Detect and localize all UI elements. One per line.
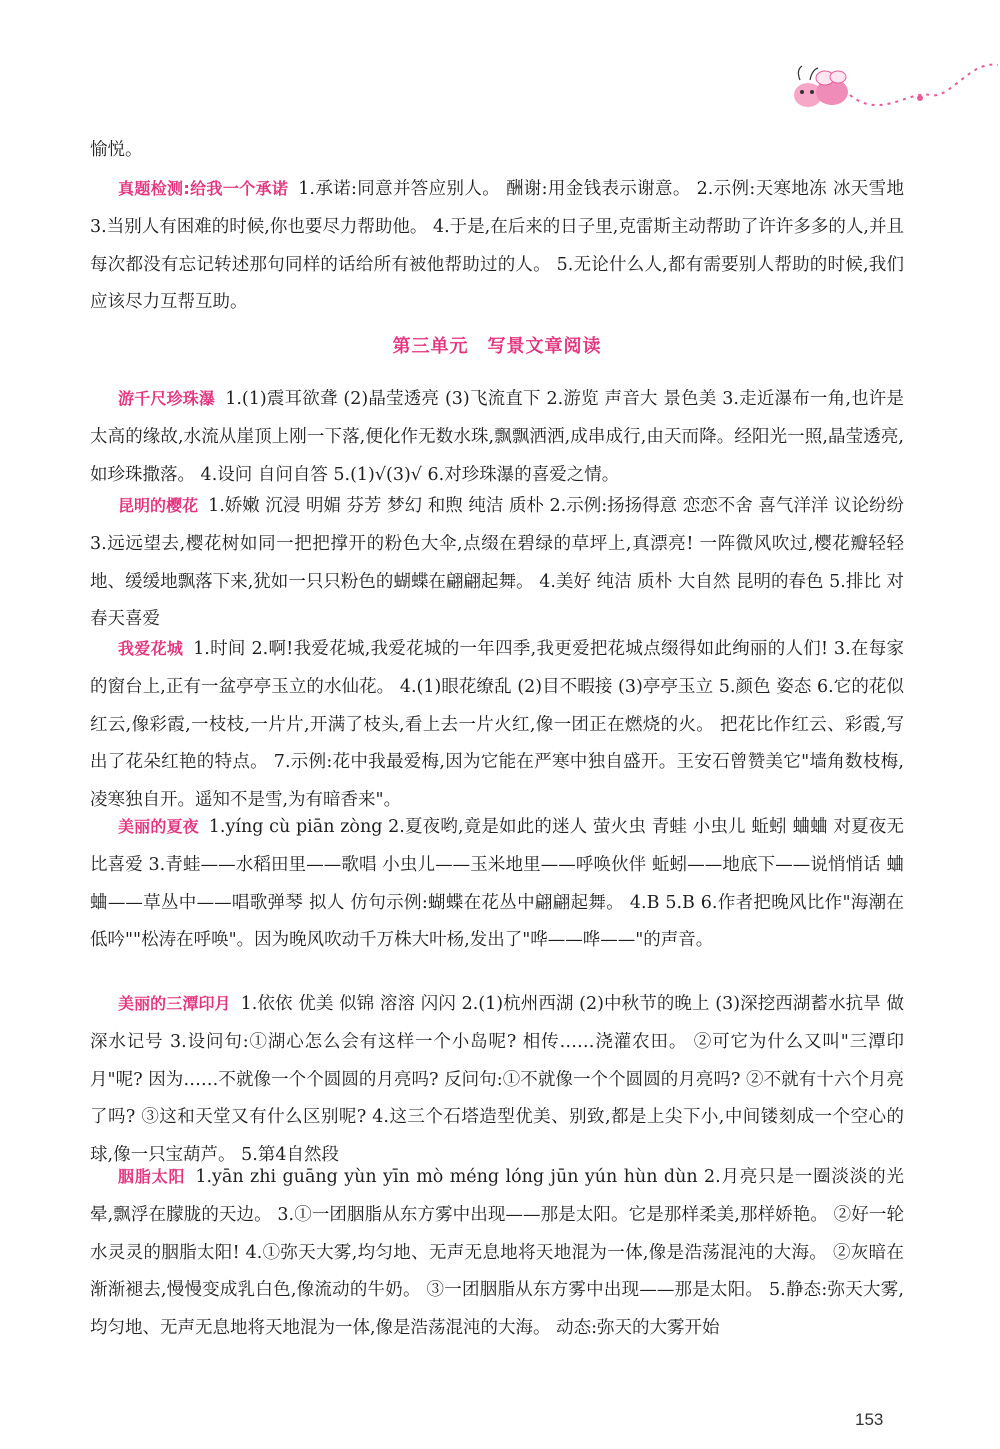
section-body: 1.yān zhi guāng yùn yīn mò méng lóng jūn yún hùn dùn 2.月亮只是一圈淡淡的光晕,飘浮在朦胧的天边。 3.①一团胭脂从东方雾中出现——那是太阳。它是那样柔美,那样娇艳。 ②好一轮水灵灵的胭脂太阳! 4.①弥天大雾,均匀地、无声无息地将天地混为一体,像是浩荡混沌的大海。 ②灰暗在渐渐褪去,慢慢变成乳白色,像流动的牛奶。 ③一团胭脂从东方雾中出现——那是太阳。 5.静态:弥天大雾,均匀地、无声无息地将天地混为一体,像是浩荡混沌的大海。 动态:弥天的大雾开始 [90, 1167, 904, 1339]
bee-decoration-icon [780, 50, 1000, 130]
section-kunming [90, 487, 904, 639]
section-title: 真题检测:给我一个承诺 [118, 179, 289, 198]
section-body: 1.承诺:同意并答应别人。 酬谢:用金钱表示谢意。 2.示例:天寒地冻 冰天雪地 3.当别人有困难的时候,你也要尽力帮助他。 4.于是,在后来的日子里,克雷斯主动帮助了许许多多的人,并且每次都没有忘记转述那句同样的话给所有被他帮助过的人。 5.无论什么人,都有需要别人帮助的时候,我们应该尽力互帮互助。 [90, 179, 904, 313]
header-fragment: 愉悦。 [90, 140, 143, 160]
section-title: 美丽的夏夜 [118, 817, 199, 836]
section-body: 1.依依 优美 似锦 溶溶 闪闪 2.(1)杭州西湖 (2)中秋节的晚上 (3)深挖西湖蓄水抗旱 做深水记号 3.设问句:①湖心怎么会有这样一个小岛呢? 相传……浇灌农田。 ②可它为什么又叫"三潭印月"呢? 因为……不就像一个个圆圆的月亮吗? 反问句:①不就像一个个圆圆的月亮吗? ②不就有十六个月亮了吗? ③这和天堂又有什么区别呢? 4.这三个石塔造型优美、别致,都是上尖下小,中间镂刻成一个空心的球,像一只宝葫芦。 5.第4自然段 [90, 994, 904, 1166]
section-santan [90, 985, 904, 1175]
section-body: 1.时间 2.啊!我爱花城,我爱花城的一年四季,我更爱把花城点缀得如此绚丽的人们! 3.在每家的窗台上,正有一盆亭亭玉立的水仙花。 4.(1)眼花缭乱 (2)目不暇接 (3)亭亭玉立 5.颜色 姿态 6.它的花似红云,像彩霞,一枝枝,一片片,开满了枝头,看上去一片火红,像一团正在燃烧的火。 把花比作红云、彩霞,写出了花朵红艳的特点。 7.示例:花中我最爱梅,因为它能在严寒中独自盛开。王安石曾赞美它"墙角数枝梅,凌寒独自开。遥知不是雪,为有暗香来"。 [90, 639, 904, 811]
section-body: 1.yíng cù piān zòng 2.夏夜哟,竟是如此的迷人 萤火虫 青蛙 小虫儿 蚯蚓 蛐蛐 对夏夜无比喜爱 3.青蛙——水稻田里——歌唱 小虫儿——玉米地里——呼唤伙伴 蚯蚓——地底下——说悄悄话 蛐蛐——草丛中——唱歌弹琴 拟人 仿句示例:蝴蝶在花丛中翩翩起舞。 4.B 5.B 6.作者把晚风比作"海潮在低吟""松涛在呼唤"。因为晚风吹动千万株大叶杨,发出了"哗——哗——"的声音。 [90, 817, 904, 951]
section-body: 1.娇嫩 沉浸 明媚 芬芳 梦幻 和煦 纯洁 质朴 2.示例:扬扬得意 恋恋不舍 喜气洋洋 议论纷纷 3.远远望去,樱花树如同一把把撑开的粉色大伞,点缀在碧绿的草坪上,真漂亮! 一阵微风吹过,樱花瓣轻轻地、缓缓地飘落下来,犹如一只只粉色的蝴蝶在翩翩起舞。 4.美好 纯洁 质朴 大自然 昆明的春色 5.排比 对春天喜爱 [90, 496, 904, 630]
section-title: 昆明的樱花 [118, 496, 199, 515]
unit-title: 第三单元 写景文章阅读 [392, 336, 602, 357]
section-zhenti [90, 170, 904, 322]
section-body: 1.(1)震耳欲聋 (2)晶莹透亮 (3)飞流直下 2.游览 声音大 景色美 3.走近瀑布一角,也许是太高的缘故,水流从崖顶上刚一下落,便化作无数水珠,飘飘洒洒,成串成行,由天而降。经阳光一照,晶莹透亮,如珍珠撒落。 4.设问 自问自答 5.(1)√(3)√ 6.对珍珠瀑的喜爱之情。 [90, 389, 904, 485]
section-xiaye [90, 808, 904, 960]
section-youqianchi [90, 380, 904, 494]
section-title: 美丽的三潭印月 [118, 994, 231, 1013]
section-title: 胭脂太阳 [118, 1167, 186, 1186]
page-number: 153 [855, 1410, 884, 1429]
section-huacheng [90, 630, 904, 820]
section-yanzhi [90, 1158, 904, 1348]
section-title: 游千尺珍珠瀑 [118, 389, 216, 408]
section-title: 我爱花城 [118, 639, 184, 658]
